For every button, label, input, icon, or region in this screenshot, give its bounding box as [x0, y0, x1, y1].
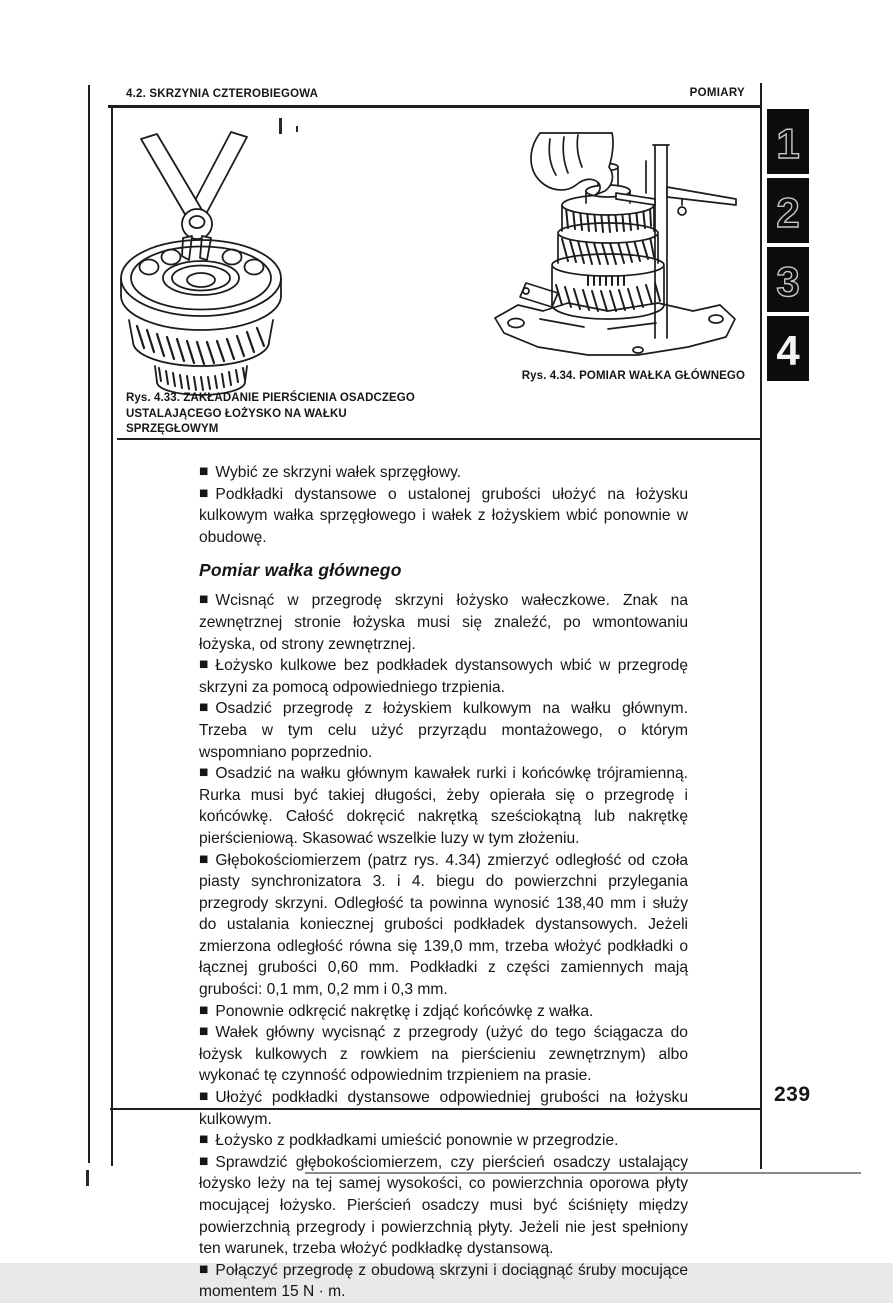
procedure-text — [199, 462, 688, 1303]
bullet-square: ■ — [199, 699, 209, 717]
bullet-square: ■ — [199, 463, 209, 480]
side-tab-3 — [767, 247, 809, 312]
tab-digit: 4 — [776, 327, 800, 374]
figure-4-33-illustration — [113, 130, 298, 392]
procedure-step — [199, 484, 688, 549]
step-text: Głębokościomierzem (patrz rys. 4.34) zmierzyć odległość od czoła piasty synchronizatora 3. i 4. biegu do powierzchni przylegania przegrody skrzyni. Odległość ta powinna wynosić 138,40 mm i służy do ustalania koniecznej grubości podkładek dystansowych. Jeżeli zmierzona odległość równa się 139,0 mm, trzeba włożyć podkładki o łącznej grubości 0,60 mm. Podkładki z części zamiennych mają grubości: 0,1 mm, 0,2 mm i 0,3 mm. — [199, 851, 688, 999]
procedure-step — [199, 1152, 688, 1260]
procedure-step — [199, 850, 688, 1001]
bullet-square: ■ — [199, 656, 209, 674]
step-text: Wcisnąć w przegrodę skrzyni łożysko wałeczkowe. Znak na zewnętrznej stronie łożyska musi się znaleźć, po wmontowaniu łożyska, od strony zewnętrznej. — [199, 592, 688, 653]
procedure-step — [199, 1087, 688, 1130]
step-text: Wałek główny wycisnąć z przegrody (użyć do tego ściągacza do łożysk kulkowych z rowkiem na pierścieniu zewnętrznym) albo wykonać tę czynność odpowiednim trzpieniem na prasie. — [199, 1024, 688, 1085]
bullet-square: ■ — [199, 1088, 209, 1106]
procedure-step — [199, 462, 688, 484]
scan-artifact — [86, 1170, 89, 1186]
figure-4-34-illustration — [488, 133, 740, 369]
bullet-square: ■ — [199, 1131, 209, 1149]
step-text: Podkładki dystansowe o ustalonej grubości ułożyć na łożysku kulkowym wałka sprzęgłowego i wałek z łożyskiem wbić ponownie w obudowę. — [199, 485, 688, 546]
side-tab-4 — [767, 316, 809, 381]
procedure-step — [199, 655, 688, 698]
procedure-step — [199, 590, 688, 655]
step-text: Sprawdzić głębokościomierzem, czy pierścień osadczy ustalający łożysko leży na tej samej wysokości, co powierzchnia oporowa płyty mocującej łożysko. Pierścień osadczy musi być ściśnięty między powierzchnią przegrody i powierzchnią płyty. Jeżeli nie jest spełniony ten warunek, trzeba włożyć podkładkę dystansową. — [199, 1153, 688, 1258]
side-tab-1 — [767, 109, 809, 174]
tab-digit: 1 — [776, 120, 800, 167]
chapter-header: POMIARY — [689, 87, 745, 99]
procedure-step — [199, 1001, 688, 1023]
figure-4-33-caption: Rys. 4.33. ZAKŁADANIE PIERŚCIENIA OSADCZEGO USTALAJĄCEGO ŁOŻYSKO NA WAŁKU SPRZĘGŁOWYM — [126, 392, 415, 435]
side-tab-2 — [767, 178, 809, 243]
bullet-square: ■ — [199, 764, 209, 782]
header-rule — [108, 105, 762, 108]
figure-text-divider — [117, 438, 762, 440]
section-header: 4.2. SKRZYNIA CZTEROBIEGOWA — [126, 88, 319, 100]
step-text: Łożysko kulkowe bez podkładek dystansowych wbić w przegrodę skrzyni za pomocą odpowiedniego trzpienia. — [199, 657, 688, 696]
tab-digit: 2 — [776, 189, 800, 236]
bullet-square: ■ — [199, 1152, 209, 1170]
bullet-square: ■ — [199, 484, 209, 502]
page-number: 239 — [774, 1083, 811, 1106]
tab-digit: 3 — [776, 258, 800, 305]
bullet-square: ■ — [199, 591, 209, 609]
procedure-step — [199, 763, 688, 849]
bullet-square: ■ — [199, 1001, 209, 1019]
bullet-square: ■ — [199, 1260, 209, 1278]
step-text: Ponownie odkręcić nakrętkę i zdjąć końcówkę z wałka. — [215, 1002, 594, 1020]
step-text: Wybić ze skrzyni wałek sprzęgłowy. — [215, 464, 462, 481]
procedure-step — [199, 1130, 688, 1152]
procedure-step — [199, 698, 688, 763]
procedure-step — [199, 1022, 688, 1087]
page-border-outer-left — [88, 85, 90, 1163]
step-text: Ułożyć podkładki dystansowe odpowiedniej grubości na łożysku kulkowym. — [199, 1089, 688, 1128]
step-text: Osadzić na wałku głównym kawałek rurki i końcówkę trójramienną. Rurka musi być takiej długości, żeby opierała się o przegrodę i końcówkę. Całość dokręcić nakrętką sześciokątną lub nakrętkę pierścieniową. Skasować wszelkie luzy w tym złożeniu. — [199, 765, 688, 847]
bullet-square: ■ — [199, 850, 209, 868]
section-heading: Pomiar wałka głównego — [199, 560, 402, 581]
bullet-square: ■ — [199, 1023, 209, 1041]
figure-4-34-caption: Rys. 4.34. POMIAR WAŁKA GŁÓWNEGO — [521, 370, 745, 382]
content-border-right — [760, 83, 762, 1169]
step-text: Połączyć przegrodę z obudową skrzyni i dociągnąć śruby mocujące momentem 15 N · m. — [199, 1261, 688, 1301]
step-text: Osadzić przegrodę z łożyskiem kulkowym na wałku głównym. Trzeba w tym celu użyć przyrządu montażowego, o którym wspomniano poprzednio. — [199, 700, 688, 761]
hand — [531, 133, 613, 195]
helical-gear — [129, 320, 273, 366]
procedure-step — [199, 1260, 688, 1303]
step-text: Łożysko z podkładkami umieścić ponownie w przegrodzie. — [215, 1132, 619, 1150]
